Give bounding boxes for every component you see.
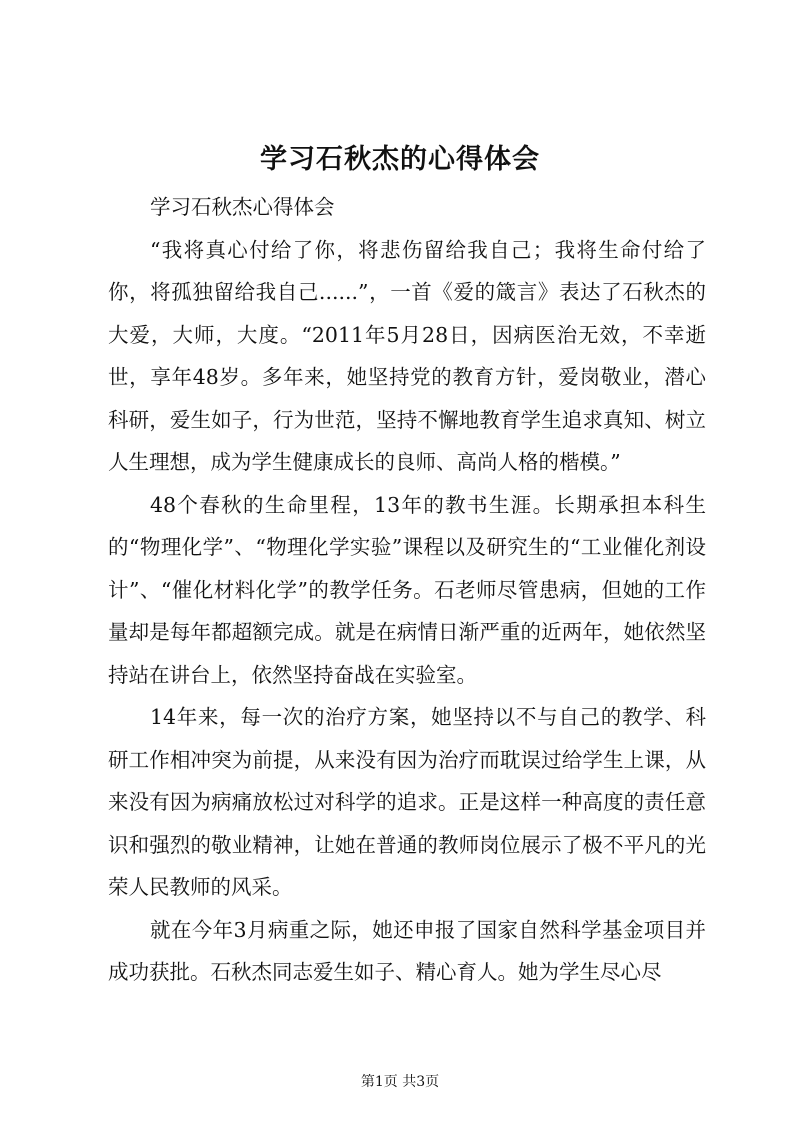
paragraph-3: 14年来，每一次的治疗方案，她坚持以不与自己的教学、科研工作相冲突为前提，从来没有因为治疗而耽误过给学生上课，从来没有因为病痛放松过对科学的追求。正是这样一种高度的责任意识和强烈的敬业精神，让她在普通的教师岗位展示了极不平凡的光荣人民教师的风采。 xyxy=(108,705,706,899)
paragraph-2: 48个春秋的生命里程，13年的教书生涯。长期承担本科生的“物理化学”、“物理化学实验”课程以及研究生的“工业催化剂设计”、“催化材料化学”的教学任务。石老师尽管患病，但她的工作量却是每年都超额完成。就是在病情日渐严重的近两年，她依然坚持站在讲台上，依然坚持奋战在实验室。 xyxy=(108,492,706,687)
page-number-footer: 第1页 共3页 xyxy=(360,1074,440,1090)
document-title: 学习石秋杰的心得体会 xyxy=(260,144,540,175)
document-body xyxy=(108,186,706,994)
document-subtitle: 学习石秋杰心得体会 xyxy=(150,195,335,219)
paragraph-4: 就在今年3月病重之际，她还申报了国家自然科学基金项目并成功获批。石秋杰同志爱生如子、精心育人。她为学生尽心尽 xyxy=(108,917,706,984)
paragraph-1: “我将真心付给了你，将悲伤留给我自己；我将生命付给了你，将孤独留给我自己......”，一首《爱的箴言》表达了石秋杰的大爱，大师，大度。“2011年5月28日，因病医治无效，不幸逝世，享年48岁。多年来，她坚持党的教育方针，爱岗敬业，潜心科研，爱生如子，行为世范，坚持不懈地教育学生追求真知、树立人生理想，成为学生健康成长的良师、高尚人格的楷模。” xyxy=(108,237,706,474)
